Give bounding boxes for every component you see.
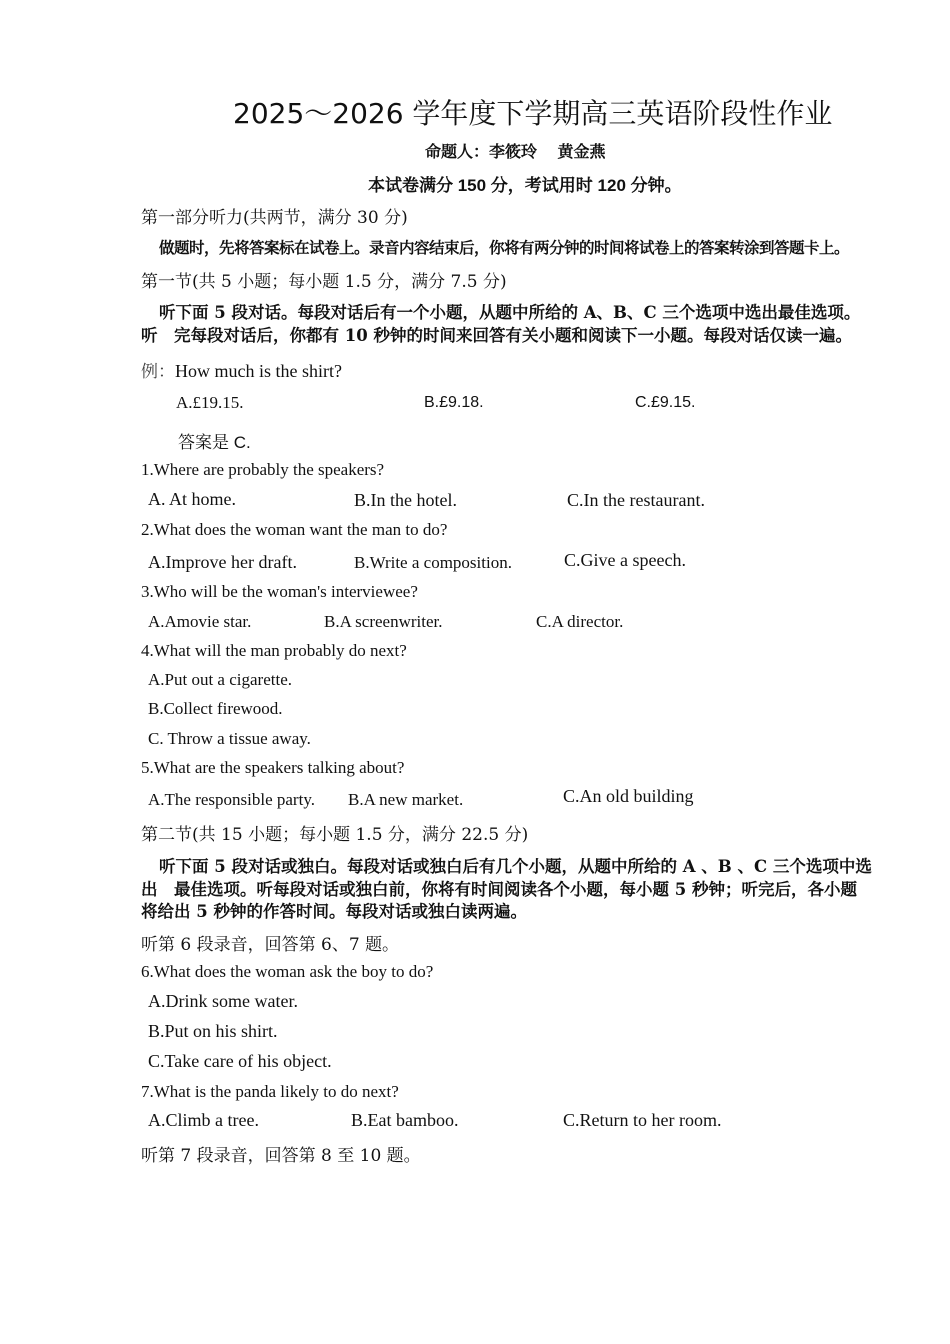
- question-7: 7.What is the panda likely to do next?: [141, 1082, 399, 1101]
- q1-option-b: B.In the hotel.: [354, 490, 457, 510]
- q2-option-a: A.Improve her draft.: [148, 552, 297, 572]
- question-1: 1.Where are probably the speakers?: [141, 460, 385, 479]
- q1-option-c: C.In the restaurant.: [567, 490, 705, 510]
- exam-info: 本试卷满分 150 分，考试用时 120 分钟。: [368, 176, 682, 195]
- q3-option-b: B.A screenwriter.: [324, 612, 443, 631]
- q3-option-c: C.A director.: [536, 612, 624, 631]
- q4-option-a: A.Put out a cigarette.: [148, 670, 292, 689]
- q6-option-c: C.Take care of his object.: [148, 1051, 332, 1071]
- example-question: [141, 357, 342, 382]
- section1-heading: 第一节(共 5 小题；每小题 1.5 分，满分 7.5 分): [141, 272, 507, 292]
- example-option-a: A.£19.15.: [176, 393, 244, 412]
- page-title: 2025～2026 学年度下学期高三英语阶段性作业: [233, 97, 833, 130]
- q3-option-a: A.Amovie star.: [148, 612, 252, 631]
- q2-option-c: C.Give a speech.: [564, 550, 686, 570]
- q2-option-b: B.Write a composition.: [354, 553, 512, 572]
- section1-instruction-line1: 听下面 5 段对话。每段对话后有一个小题，从题中所给的 A、B、C 三个选项中选出最佳选项。: [159, 303, 861, 322]
- section2-instruction-line3: 将给出 5 秒钟的作答时间。每段对话或独白读两遍。: [141, 902, 527, 921]
- q6-option-b: B.Put on his shirt.: [148, 1021, 278, 1041]
- example-question-text: How much is the shirt?: [175, 361, 342, 381]
- q5-option-c: C.An old building: [563, 786, 694, 806]
- q4-option-c: C. Throw a tissue away.: [148, 729, 311, 748]
- question-6: 6.What does the woman ask the boy to do?: [141, 962, 434, 981]
- question-2: 2.What does the woman want the man to do?: [141, 520, 448, 539]
- part1-instruction: 做题时，先将答案标在试卷上。录音内容结束后，你将有两分钟的时间将试卷上的答案转涂到答题卡上。: [159, 240, 850, 257]
- q7-option-a: A.Climb a tree.: [148, 1110, 259, 1130]
- q6-option-a: A.Drink some water.: [148, 991, 298, 1011]
- example-answer: 答案是 C.: [178, 433, 251, 452]
- section1-instruction-line2: 听 完每段对话后，你都有 10 秒钟的时间来回答有关小题和阅读下一小题。每段对话仅读一遍。: [141, 326, 852, 345]
- q1-option-a: A. At home.: [148, 489, 236, 509]
- group6-heading: 听第 6 段录音，回答第 6、7 题。: [141, 935, 400, 955]
- example-label: 例：: [141, 362, 175, 381]
- q7-option-b: B.Eat bamboo.: [351, 1110, 459, 1130]
- part1-heading: 第一部分听力(共两节，满分 30 分): [141, 208, 408, 228]
- section2-instruction-line1: 听下面 5 段对话或独白。每段对话或独白后有几个小题，从题中所给的 A 、B 、C 三个选项中选: [159, 857, 872, 876]
- q4-option-b: B.Collect firewood.: [148, 699, 283, 718]
- question-5: 5.What are the speakers talking about?: [141, 758, 405, 777]
- group7-heading: 听第 7 段录音，回答第 8 至 10 题。: [141, 1146, 421, 1166]
- example-option-b: B.£9.18.: [424, 394, 484, 411]
- authors-line: 命题人：李筱玲 黄金燕: [425, 144, 606, 161]
- question-4: 4.What will the man probably do next?: [141, 641, 407, 660]
- question-3: 3.Who will be the woman's interviewee?: [141, 582, 418, 601]
- q5-option-a: A.The responsible party.: [148, 790, 315, 809]
- section2-instruction-line2: 出 最佳选项。听每段对话或独白前，你将有时间阅读各个小题，每小题 5 秒钟；听完后，各小题: [141, 880, 857, 899]
- q5-option-b: B.A new market.: [348, 790, 464, 809]
- q7-option-c: C.Return to her room.: [563, 1110, 722, 1130]
- example-option-c: C.£9.15.: [635, 394, 696, 411]
- section2-heading: 第二节(共 15 小题；每小题 1.5 分，满分 22.5 分): [141, 825, 529, 845]
